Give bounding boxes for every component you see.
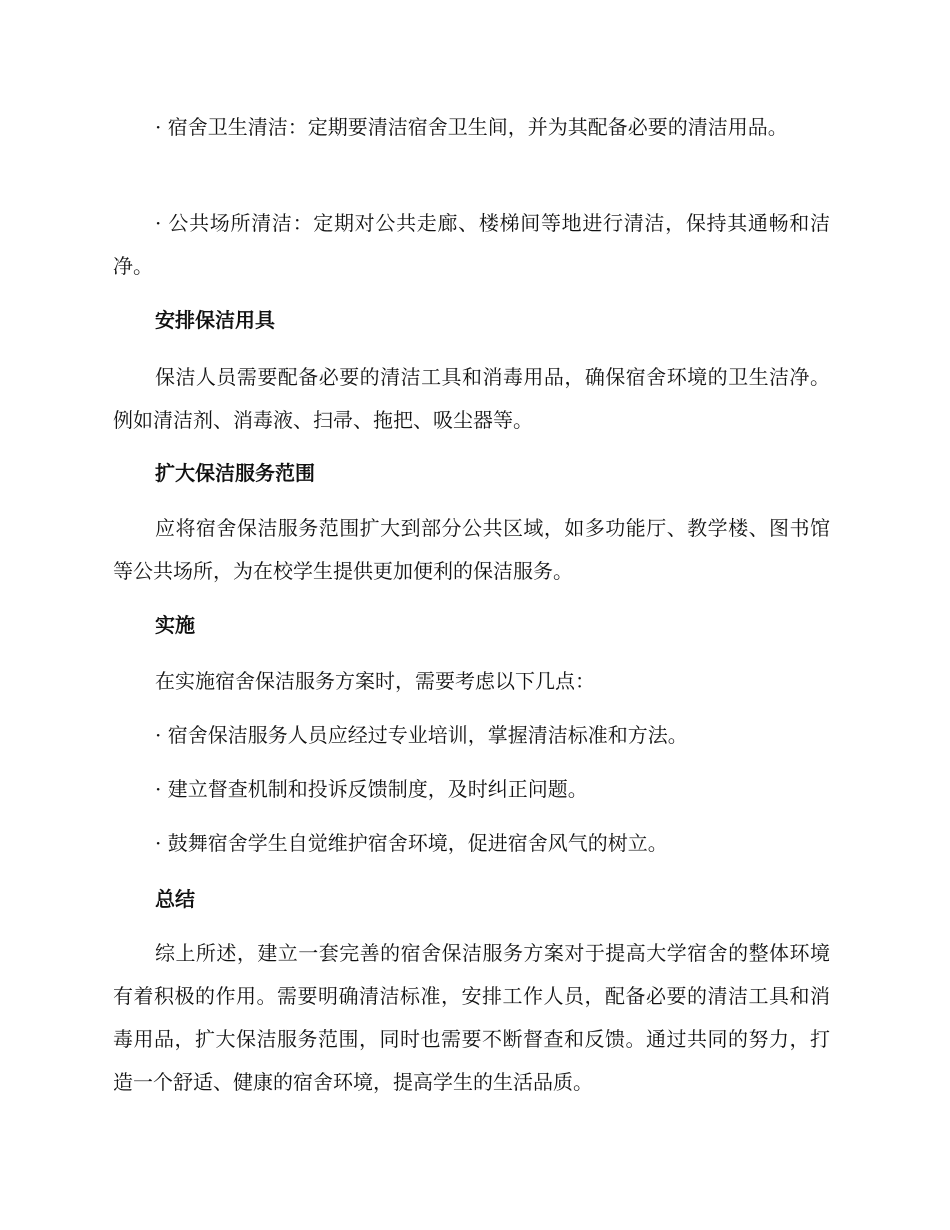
paragraph-summary: 综上所述，建立一套完善的宿舍保洁服务方案对于提高大学宿舍的整体环境有着积极的作用。需要明确清洁标准，安排工作人员，配备必要的清洁工具和消毒用品，扩大保洁服务范围，同时也需要不断督查和反馈。通过共同的努力，打造一个舒适、健康的宿舍环境，提高学生的生活品质。 — [113, 941, 830, 1094]
bullet-dorm-bathroom: · 宿舍卫生清洁：定期要清洁宿舍卫生间，并为其配备必要的清洁用品。 — [155, 115, 788, 139]
paragraph-scope: 应将宿舍保洁服务范围扩大到部分公共区域，如多功能厅、教学楼、图书馆等公共场所，为在校学生提供更加便利的保洁服务。 — [113, 516, 830, 583]
paragraph-tools: 保洁人员需要配备必要的清洁工具和消毒用品，确保宿舍环境的卫生洁净。例如清洁剂、消毒液、扫帚、拖把、吸尘器等。 — [113, 365, 830, 432]
bullet-encourage: · 鼓舞宿舍学生自觉维护宿舍环境，促进宿舍风气的树立。 — [155, 831, 668, 855]
paragraph-implement-intro: 在实施宿舍保洁服务方案时，需要考虑以下几点： — [155, 669, 595, 693]
heading-summary: 总结 — [155, 887, 195, 911]
bullet-supervision: · 建立督查机制和投诉反馈制度，及时纠正问题。 — [155, 777, 588, 801]
bullet-training: · 宿舍保洁服务人员应经过专业培训，掌握清洁标准和方法。 — [155, 723, 688, 747]
bullet-public-areas: · 公共场所清洁：定期对公共走廊、楼梯间等地进行清洁，保持其通畅和洁净。 — [113, 211, 830, 278]
heading-implement: 实施 — [155, 613, 195, 637]
heading-tools: 安排保洁用具 — [155, 308, 275, 332]
heading-scope: 扩大保洁服务范围 — [155, 461, 315, 485]
